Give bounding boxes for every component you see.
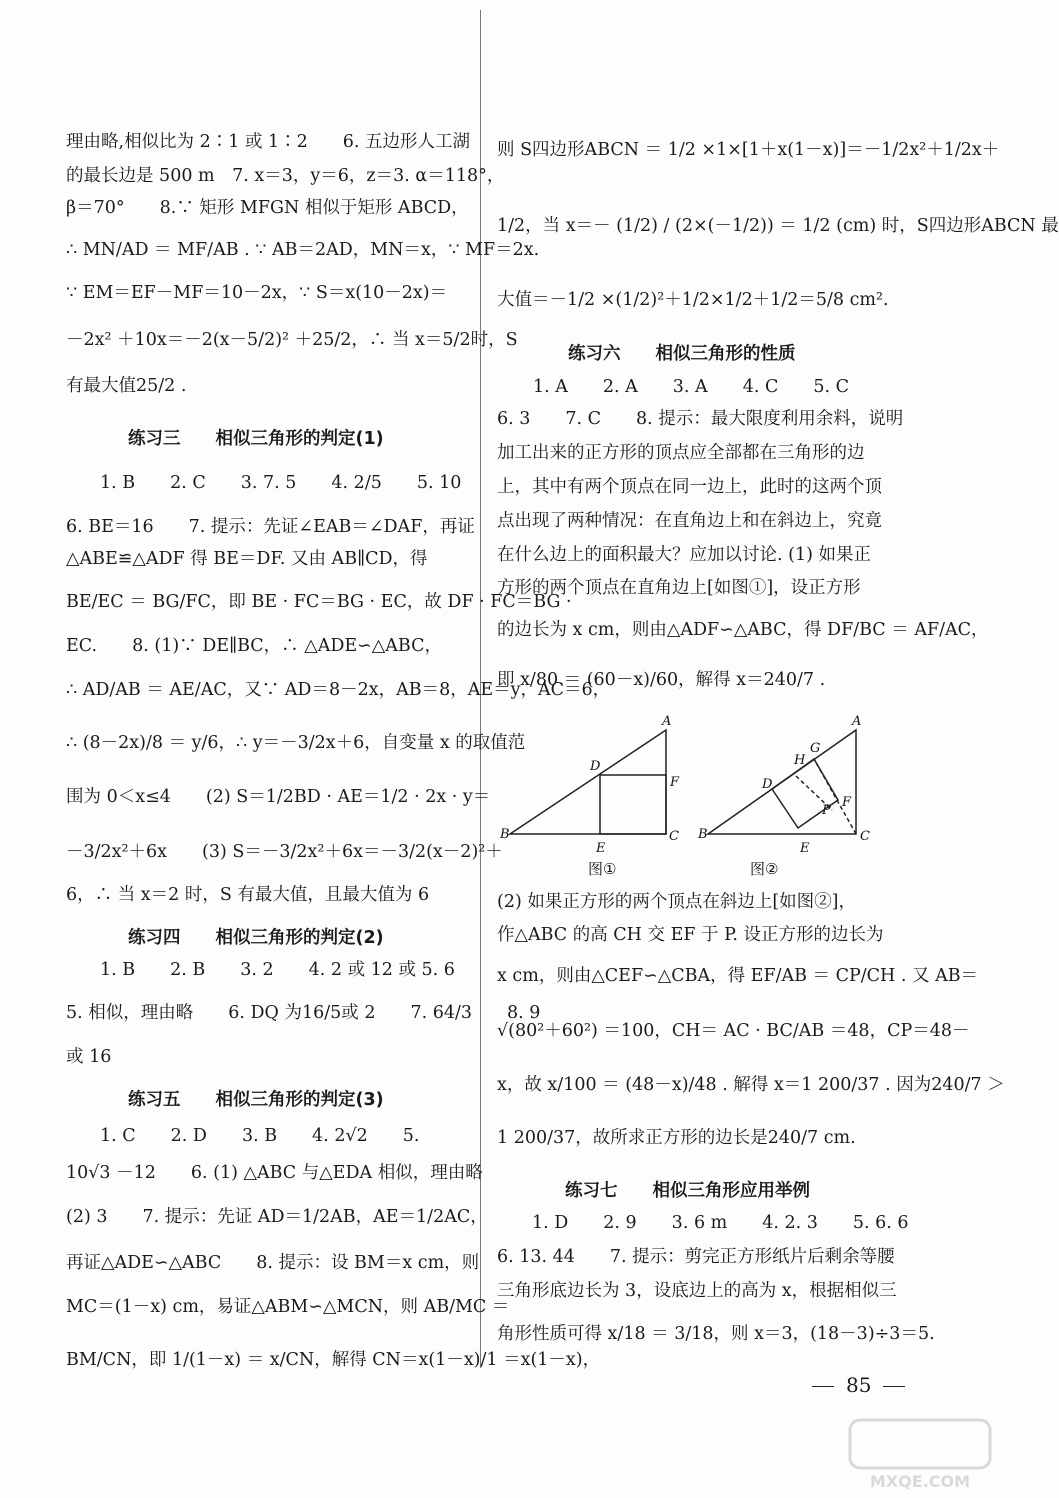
text-line: 角形性质可得 x/18 ＝ 3/18，则 x＝3，(18－3)÷3＝5. bbox=[497, 1324, 935, 1344]
text-line: 1. C 2. D 3. B 4. 2√2 5. bbox=[100, 1126, 420, 1146]
figure-label: P bbox=[822, 803, 831, 818]
text-line: 理由略,相似比为 2∶1 或 1∶2 6. 五边形人工湖 bbox=[66, 132, 471, 152]
text-line: 6. 13. 44 7. 提示：剪完正方形纸片后剩余等腰 bbox=[497, 1247, 895, 1267]
figure-1 bbox=[510, 730, 666, 834]
text-line: ∵ EM＝EF－MF＝10－2x，∵ S＝x(10－2x)＝ bbox=[66, 283, 448, 303]
text-line: (2) 3 7. 提示：先证 AD＝1/2AB，AE＝1/2AC， bbox=[66, 1207, 488, 1227]
figure-label: A bbox=[662, 714, 672, 729]
figure-label: B bbox=[698, 827, 708, 842]
dash-left bbox=[812, 1386, 834, 1387]
text-line: 6. BE＝16 7. 提示：先证∠EAB＝∠DAF，再证 bbox=[66, 517, 475, 537]
text-line: MC＝(1－x) cm，易证△ABM∽△MCN，则 AB/MC ＝ bbox=[66, 1297, 510, 1317]
text-line: 1. D 2. 9 3. 6 m 4. 2. 3 5. 6. 6 bbox=[532, 1213, 909, 1233]
figure-caption: 图① bbox=[588, 860, 617, 878]
text-line: β＝70° 8.∵ 矩形 MFGN 相似于矩形 ABCD， bbox=[66, 198, 469, 218]
inscribed-square bbox=[600, 775, 666, 834]
section-heading: 练习三 相似三角形的判定(1) bbox=[128, 429, 384, 449]
text-line: BM/CN，即 1/(1－x) ＝ x/CN，解得 CN＝x(1－x)/1 ＝x(1－x)， bbox=[66, 1350, 601, 1370]
figure-2 bbox=[708, 730, 856, 834]
text-line: －3/2x²＋6x (3) S＝－3/2x²＋6x＝－3/2(x－2)²＋ bbox=[66, 842, 503, 862]
text-line: x cm，则由△CEF∽△CBA，得 EF/AB ＝ CP/CH . 又 AB＝ bbox=[497, 966, 979, 986]
text-line: BE/EC ＝ BG/FC，即 BE · FC＝BG · EC，故 DF · FC＝BG · bbox=[66, 592, 572, 612]
figure-label: C bbox=[669, 829, 679, 844]
text-line: EC. 8. (1)∵ DE∥BC，∴ △ADE∽△ABC， bbox=[66, 636, 442, 656]
geometry-figures bbox=[496, 710, 876, 880]
figure-caption: 图② bbox=[750, 860, 779, 878]
figure-label: A bbox=[852, 714, 862, 729]
text-line: ∴ (8－2x)/8 ＝ y/6，∴ y＝－3/2x＋6，自变量 x 的取值范 bbox=[66, 733, 526, 753]
text-line: －2x² ＋10x＝－2(x－5/2)² ＋25/2，∴ 当 x＝5/2时，S bbox=[66, 330, 518, 350]
figure-label: B bbox=[500, 827, 510, 842]
text-line: 或 16 bbox=[66, 1047, 112, 1067]
text-line: 大值＝－1/2 ×(1/2)²＋1/2×1/2＋1/2＝5/8 cm². bbox=[497, 290, 889, 310]
text-line: 即 x/80 ＝ (60－x)/60，解得 x＝240/7 . bbox=[497, 670, 826, 690]
figure-label: H bbox=[794, 753, 806, 768]
figure-label: E bbox=[596, 841, 606, 856]
text-line: 的边长为 x cm，则由△ADF∽△ABC，得 DF/BC ＝ AF/AC， bbox=[497, 620, 989, 640]
text-line: 点出现了两种情况：在直角边上和在斜边上，究竟 bbox=[497, 511, 882, 531]
text-line: 10√3 －12 6. (1) △ABC 与△EDA 相似，理由略 bbox=[66, 1163, 483, 1183]
section-heading: 练习六 相似三角形的性质 bbox=[568, 344, 796, 364]
text-line: 围为 0＜x≤4 (2) S＝1/2BD · AE＝1/2 · 2x · y＝ bbox=[66, 787, 491, 807]
figure-label: D bbox=[590, 759, 601, 774]
figure-label: C bbox=[860, 829, 870, 844]
text-line: x，故 x/100 ＝ (48－x)/48 . 解得 x＝1 200/37 . 因为240/7 ＞ bbox=[497, 1075, 1005, 1095]
text-line: 方形的两个顶点在直角边上[如图①]，设正方形 bbox=[497, 578, 861, 598]
text-line: 6，∴ 当 x＝2 时，S 有最大值，且最大值为 6 bbox=[66, 885, 430, 905]
section-heading: 练习四 相似三角形的判定(2) bbox=[128, 928, 384, 948]
watermark-logo bbox=[845, 1415, 995, 1495]
figure-label: F bbox=[842, 795, 852, 810]
section-heading: 练习七 相似三角形应用举例 bbox=[565, 1181, 810, 1201]
section-heading: 练习五 相似三角形的判定(3) bbox=[128, 1090, 384, 1110]
text-line: 作△ABC 的高 CH 交 EF 于 P. 设正方形的边长为 bbox=[497, 925, 884, 945]
text-line: 6. 3 7. C 8. 提示：最大限度利用余料，说明 bbox=[497, 409, 904, 429]
text-line: 5. 相似，理由略 6. DQ 为16/5或 2 7. 64/3 8. 9 bbox=[66, 1003, 541, 1023]
text-line: △ABE≌△ADF 得 BE＝DF. 又由 AB∥CD，得 bbox=[66, 549, 428, 569]
page-number bbox=[800, 1373, 917, 1397]
text-line: 1/2，当 x＝－ (1/2) / (2×(－1/2)) ＝ 1/2 (cm) 时，S四边形ABCN 最 bbox=[497, 216, 1059, 236]
text-line: √(80²＋60²) ＝100，CH＝ AC · BC/AB ＝48，CP＝48－ bbox=[497, 1021, 970, 1041]
text-line: 1. A 2. A 3. A 4. C 5. C bbox=[533, 377, 849, 397]
triangle-abc bbox=[510, 730, 666, 834]
watermark-text: MXQE.COM bbox=[869, 1472, 971, 1491]
text-line: ∴ AD/AB ＝ AE/AC，又∵ AD＝8－2x，AB＝8，AE＝y，AC＝6， bbox=[66, 680, 611, 700]
text-line: 则 S四边形ABCN ＝ 1/2 ×1×[1＋x(1－x)]＝－1/2x²＋1/2x＋ bbox=[497, 140, 1000, 160]
figure-label: D bbox=[762, 777, 773, 792]
text-line: 1. B 2. C 3. 7. 5 4. 2/5 5. 10 bbox=[100, 473, 462, 493]
text-line: 1 200/37，故所求正方形的边长是240/7 cm. bbox=[497, 1128, 856, 1148]
figure-label: G bbox=[810, 741, 821, 756]
text-line: 有最大值25/2 . bbox=[66, 376, 187, 396]
text-line: 上，其中有两个顶点在同一边上，此时的这两个顶 bbox=[497, 477, 882, 497]
page-number-value: 85 bbox=[846, 1373, 872, 1397]
text-line: 的最长边是 500 m 7. x＝3，y＝6，z＝3. α＝118°， bbox=[66, 166, 505, 186]
text-line: (2) 如果正方形的两个顶点在斜边上[如图②]， bbox=[497, 892, 857, 912]
text-line: 1. B 2. B 3. 2 4. 2 或 12 或 5. 6 bbox=[100, 960, 455, 980]
figure-label: F bbox=[670, 775, 680, 790]
text-line: 三角形底边长为 3，设底边上的高为 x，根据相似三 bbox=[497, 1281, 897, 1301]
figure-label: E bbox=[800, 841, 810, 856]
text-line: 加工出来的正方形的顶点应全部都在三角形的边 bbox=[497, 443, 865, 463]
dash-right bbox=[883, 1386, 905, 1387]
text-line: 再证△ADE∽△ABC 8. 提示：设 BM＝x cm，则 bbox=[66, 1253, 480, 1273]
text-line: ∴ MN/AD ＝ MF/AB . ∵ AB＝2AD，MN＝x，∵ MF＝2x. bbox=[66, 240, 540, 260]
text-line: 在什么边上的面积最大？应加以讨论. (1) 如果正 bbox=[497, 545, 871, 565]
